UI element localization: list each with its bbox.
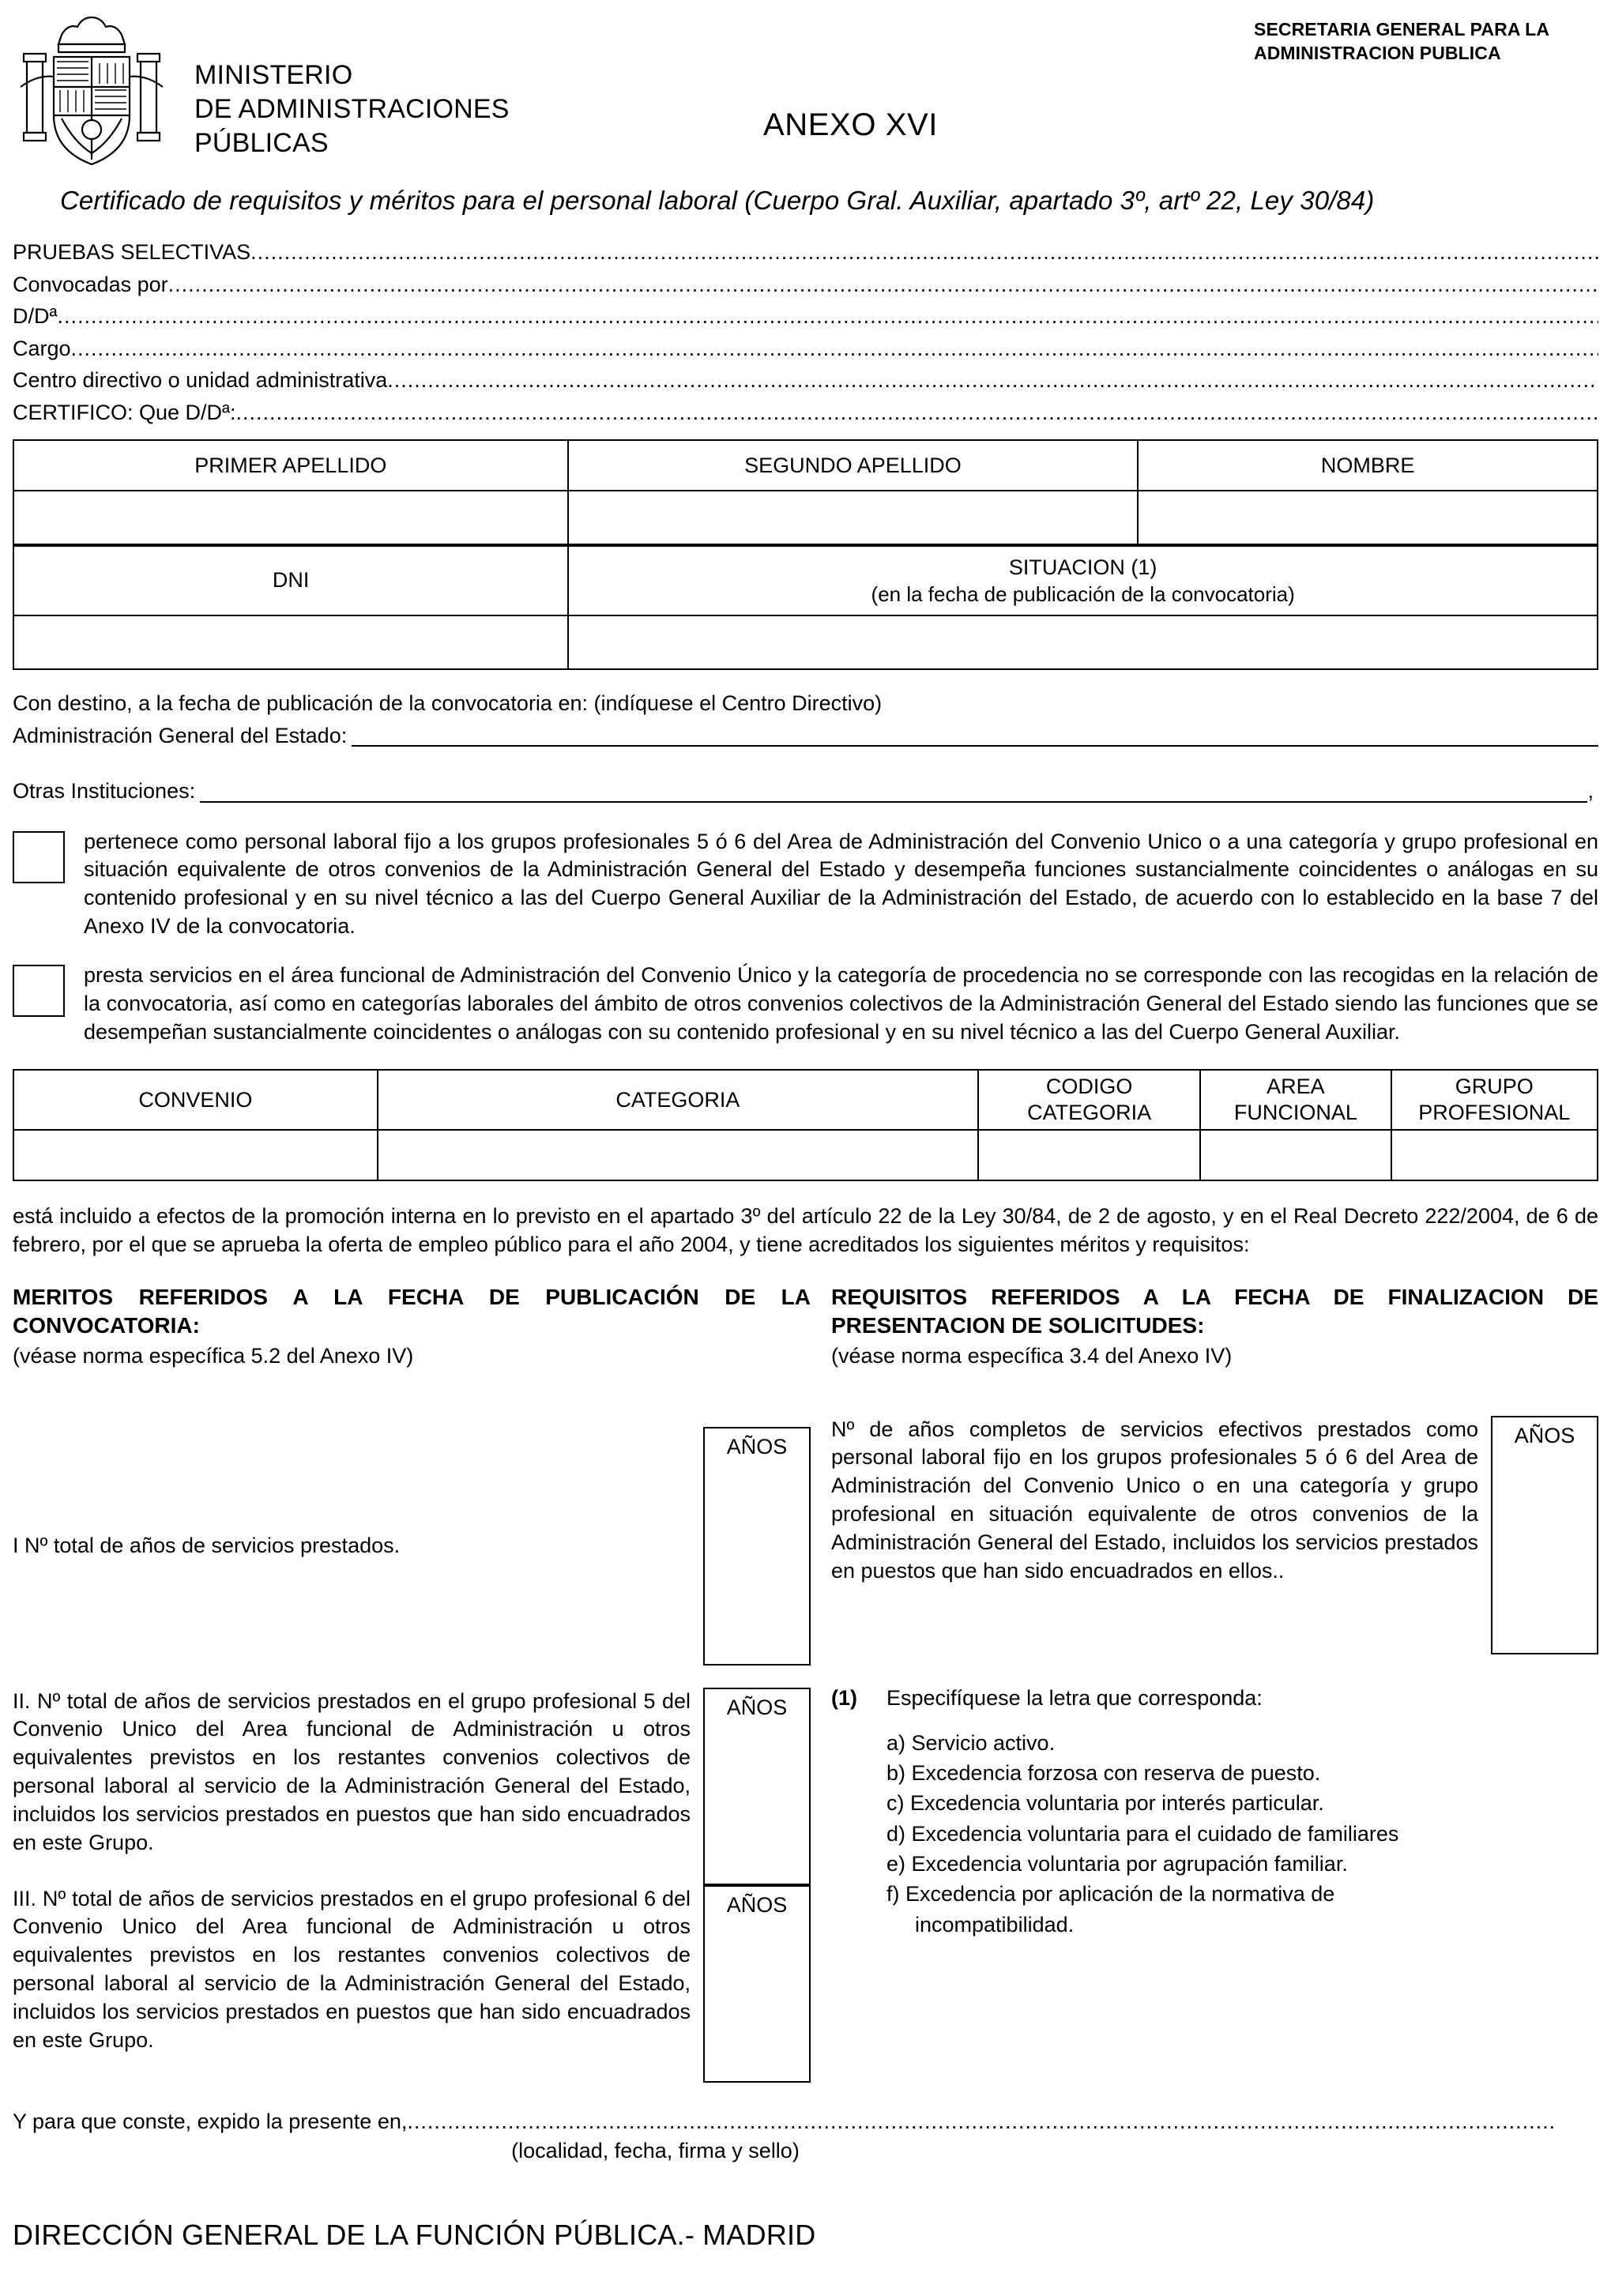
situacion-footnote <box>831 1683 1598 1940</box>
ministry-name <box>194 58 510 160</box>
cell-codigo-categoria[interactable] <box>978 1130 1200 1180</box>
merit-item-2-years-box[interactable] <box>703 1688 811 1885</box>
page-title: ANEXO XVI <box>763 107 939 142</box>
footnote-option-b: b) Excedencia forzosa con reserva de puesto. <box>886 1760 1321 1785</box>
cell-segundo-apellido[interactable] <box>568 491 1139 544</box>
document-header <box>13 11 1598 181</box>
merit-item-2-text: II. Nº total de años de servicios prestados en el grupo profesional 5 del Convenio Unico del Area funcional de Administración u otros equivalentes previstos en los restantes convenios colectivos de personal laboral al servicio de la Administración General del Estado, incluidos los servicios prestados en puestos que han sido encuadrados en este Grupo. <box>13 1688 691 1855</box>
col-primer-apellido: PRIMER APELLIDO <box>13 440 568 491</box>
destination-age-input[interactable] <box>352 725 1598 747</box>
anos-label: AÑOS <box>726 1695 788 1719</box>
ministry-line-2: DE ADMINISTRACIONES <box>194 93 510 124</box>
col-convenio: CONVENIO <box>13 1070 378 1130</box>
footnote-option-f-cont: incompatibilidad. <box>915 1912 1075 1937</box>
footnote-title-row <box>831 1683 1598 1714</box>
checkbox-2[interactable] <box>13 965 65 1017</box>
field-certifico[interactable] <box>13 397 1598 429</box>
cell-categoria[interactable] <box>378 1130 978 1180</box>
checkbox-option-2[interactable] <box>13 962 1598 1047</box>
cell-area-funcional[interactable] <box>1200 1130 1391 1180</box>
footnote-option-f: f) Excedencia por aplicación de la normativa de <box>886 1882 1335 1906</box>
requirement-item-1 <box>831 1416 1598 1654</box>
paragraph-incluido: está incluido a efectos de la promoción interna en lo previsto en el apartado 3º del artículo 22 de la Ley 30/84, de 2 de agosto, y en el Real Decreto 222/2004, de 6 de febrero, por el que se aprueba la oferta de empleo público para el año 2004, y tiene acreditados los siguientes méritos y requisitos: <box>13 1203 1598 1257</box>
field-cargo[interactable] <box>13 333 1598 365</box>
secretaria-general-label <box>1254 17 1594 66</box>
merits-note: (véase norma específica 5.2 del Anexo IV) <box>13 1343 414 1368</box>
footnote-title: Especifíquese la letra que corresponda: <box>886 1685 1263 1710</box>
merits-column <box>13 1283 811 2083</box>
destination-otras-input[interactable] <box>200 781 1587 803</box>
requirements-note: (véase norma específica 3.4 del Anexo IV) <box>831 1343 1233 1368</box>
field-label: PRUEBAS SELECTIVAS <box>13 240 251 264</box>
field-dd[interactable] <box>13 300 1598 333</box>
field-dots <box>71 333 1598 365</box>
requirement-item-1-text: Nº de años completos de servicios efectivos prestados como personal laboral fijo en los grupos profesionales 5 ó 6 del Area de Administración del Convenio Unico o en una categoría y grupo profesional en situación equivalente de otros convenios de la Administración General del Estado, incluidos los servicios prestados en puestos que han sido encuadrados en ellos.. <box>831 1417 1478 1583</box>
field-label: D/Dª <box>13 304 58 328</box>
field-centro-directivo[interactable] <box>13 364 1598 397</box>
col-situacion <box>568 546 1598 615</box>
merit-item-1 <box>13 1427 811 1666</box>
col-area-funcional <box>1200 1070 1391 1130</box>
requirements-column <box>831 1283 1598 2083</box>
field-convocadas-por[interactable] <box>13 269 1598 301</box>
checkbox-1[interactable] <box>13 831 65 883</box>
anos-label: AÑOS <box>1514 1423 1575 1447</box>
cell-primer-apellido[interactable] <box>13 491 568 544</box>
secretaria-line-2: ADMINISTRACION PUBLICA <box>1254 43 1501 64</box>
anos-label: AÑOS <box>726 1434 788 1459</box>
destination-otras-trailing: , <box>1587 779 1594 803</box>
destination-block <box>13 687 1598 807</box>
field-pruebas-selectivas[interactable] <box>13 236 1598 269</box>
footnote-marker: (1) <box>831 1685 857 1710</box>
signature-caption: (localidad, fecha, firma y sello) <box>511 2138 800 2162</box>
field-label: Convocadas por <box>13 272 168 296</box>
col-nombre: NOMBRE <box>1138 440 1598 491</box>
ministry-line-3: PÚBLICAS <box>194 127 329 158</box>
direccion-general-footer: DIRECCIÓN GENERAL DE LA FUNCIÓN PÚBLICA.- MADRID <box>13 2218 816 2251</box>
requirements-heading: REQUISITOS REFERIDOS A LA FECHA DE FINALIZACION DE PRESENTACION DE SOLICITUDES: <box>831 1284 1598 1338</box>
destination-intro: Con destino, a la fecha de publicación de la convocatoria en: (indíquese el Centro Directivo) <box>13 691 883 715</box>
dni-situacion-table <box>13 545 1598 670</box>
checkbox-option-1[interactable] <box>13 828 1598 942</box>
merit-item-3-years-box[interactable] <box>703 1885 811 2083</box>
checkbox-1-text: pertenece como personal laboral fijo a los grupos profesionales 5 ó 6 del Area de Administración del Convenio Unico o a una categoría y grupo profesional en situación equivalente de otros convenios de la Administración General del Estado y desempeña funciones sustancialmente coincidentes o análogas en su contenido profesional y en su nivel técnico a las del Cuerpo General Auxiliar de la Administración del Estado, de acuerdo con lo establecido en la base 7 del Anexo IV de la convocatoria. <box>84 829 1598 939</box>
field-dots <box>58 300 1599 333</box>
col-situacion-sub: (en la fecha de publicación de la convocatoria) <box>871 582 1295 606</box>
destination-otras-line[interactable] <box>13 775 1598 807</box>
document-subtitle: Certificado de requisitos y méritos para el personal laboral (Cuerpo Gral. Auxiliar, apartado 3º, artº 22, Ley 30/84) <box>60 186 1375 215</box>
cell-grupo-profesional[interactable] <box>1391 1130 1598 1180</box>
col-segundo-apellido: SEGUNDO APELLIDO <box>568 440 1139 491</box>
table-row <box>13 1130 1598 1180</box>
merit-item-1-years-box[interactable] <box>703 1427 811 1666</box>
footnote-option-a: a) Servicio activo. <box>886 1730 1056 1755</box>
table-header-row <box>13 546 1598 615</box>
table-header-row <box>13 1070 1598 1130</box>
merit-item-1-text: I Nº total de años de servicios prestados. <box>13 1533 401 1557</box>
merit-item-2 <box>13 1688 811 1885</box>
col-situacion-title: SITUACION (1) <box>1008 555 1157 579</box>
cell-situacion[interactable] <box>568 615 1598 669</box>
footnote-option-c: c) Excedencia voluntaria por interés particular. <box>886 1791 1324 1816</box>
merits-requirements-columns <box>13 1283 1598 2083</box>
destination-age-line[interactable] <box>13 720 1598 752</box>
dotted-fields <box>13 236 1598 428</box>
spanish-coat-of-arms-icon <box>13 11 171 177</box>
field-dots <box>387 364 1598 397</box>
table-row <box>13 491 1598 544</box>
requirement-item-1-years-box[interactable] <box>1491 1416 1598 1654</box>
col-area-line1: AREA <box>1267 1075 1325 1099</box>
field-label: Cargo <box>13 336 71 360</box>
merit-item-3-text: III. Nº total de años de servicios prestados en el grupo profesional 6 del Convenio Unico del Area funcional de Administración u otros equivalentes previstos en los restantes convenios colectivos de personal laboral al servicio de la Administración General del Estado, incluidos los servicios prestados en puestos que han sido encuadrados en este Grupo. <box>13 1886 691 2053</box>
field-dots <box>250 236 1598 269</box>
expido-label: Y para que conste, expido la presente en, <box>13 2109 408 2133</box>
destination-otras-label: Otras Instituciones: <box>13 779 196 803</box>
merits-heading: MERITOS REFERIDOS A LA FECHA DE PUBLICACIÓN DE LA CONVOCATORIA: <box>13 1284 811 1338</box>
expido-dots <box>407 2110 1598 2134</box>
field-dots <box>168 269 1598 301</box>
table-header-row <box>13 440 1598 491</box>
col-grupo-line2: PROFESIONAL <box>1418 1100 1571 1124</box>
anos-label: AÑOS <box>726 1892 788 1917</box>
field-label: Centro directivo o unidad administrativa <box>13 368 388 392</box>
merit-item-3 <box>13 1885 811 2083</box>
ministry-line-1: MINISTERIO <box>194 60 353 90</box>
col-codigo-categoria <box>978 1070 1200 1130</box>
col-codigo-line1: CODIGO <box>1045 1075 1133 1099</box>
field-dots <box>236 397 1598 429</box>
name-table <box>13 439 1598 545</box>
col-dni: DNI <box>13 546 568 615</box>
cell-nombre[interactable] <box>1138 491 1598 544</box>
footnote-options <box>831 1728 1598 1940</box>
col-grupo-profesional <box>1391 1070 1598 1130</box>
col-codigo-line2: CATEGORIA <box>1027 1100 1152 1124</box>
convenio-table <box>13 1069 1598 1181</box>
cell-dni[interactable] <box>13 615 568 669</box>
destination-age-label: Administración General del Estado: <box>13 723 348 747</box>
footnote-option-e: e) Excedencia voluntaria por agrupación familiar. <box>886 1851 1348 1876</box>
secretaria-line-1: SECRETARIA GENERAL PARA LA <box>1254 19 1550 40</box>
cell-convenio[interactable] <box>13 1130 378 1180</box>
col-grupo-line1: GRUPO <box>1455 1075 1534 1099</box>
expido-line[interactable] <box>13 2110 1598 2134</box>
col-categoria: CATEGORIA <box>378 1070 978 1130</box>
field-label: CERTIFICO: Que D/Dª: <box>13 400 236 424</box>
table-row <box>13 615 1598 669</box>
footnote-option-d: d) Excedencia voluntaria para el cuidado de familiares <box>886 1821 1399 1846</box>
checkbox-2-text: presta servicios en el área funcional de Administración del Convenio Único y la categoría de procedencia no se corresponde con las recogidas en la relación de la convocatoria, así como en categorías laborales del ámbito de otros convenios colectivos de la Administración General del Estado siendo las funciones que se desempeñan sustancialmente coincidentes o análogas con su contenido profesional y en su nivel técnico a las del Cuerpo General Auxiliar. <box>84 963 1598 1044</box>
col-area-line2: FUNCIONAL <box>1233 1100 1357 1124</box>
